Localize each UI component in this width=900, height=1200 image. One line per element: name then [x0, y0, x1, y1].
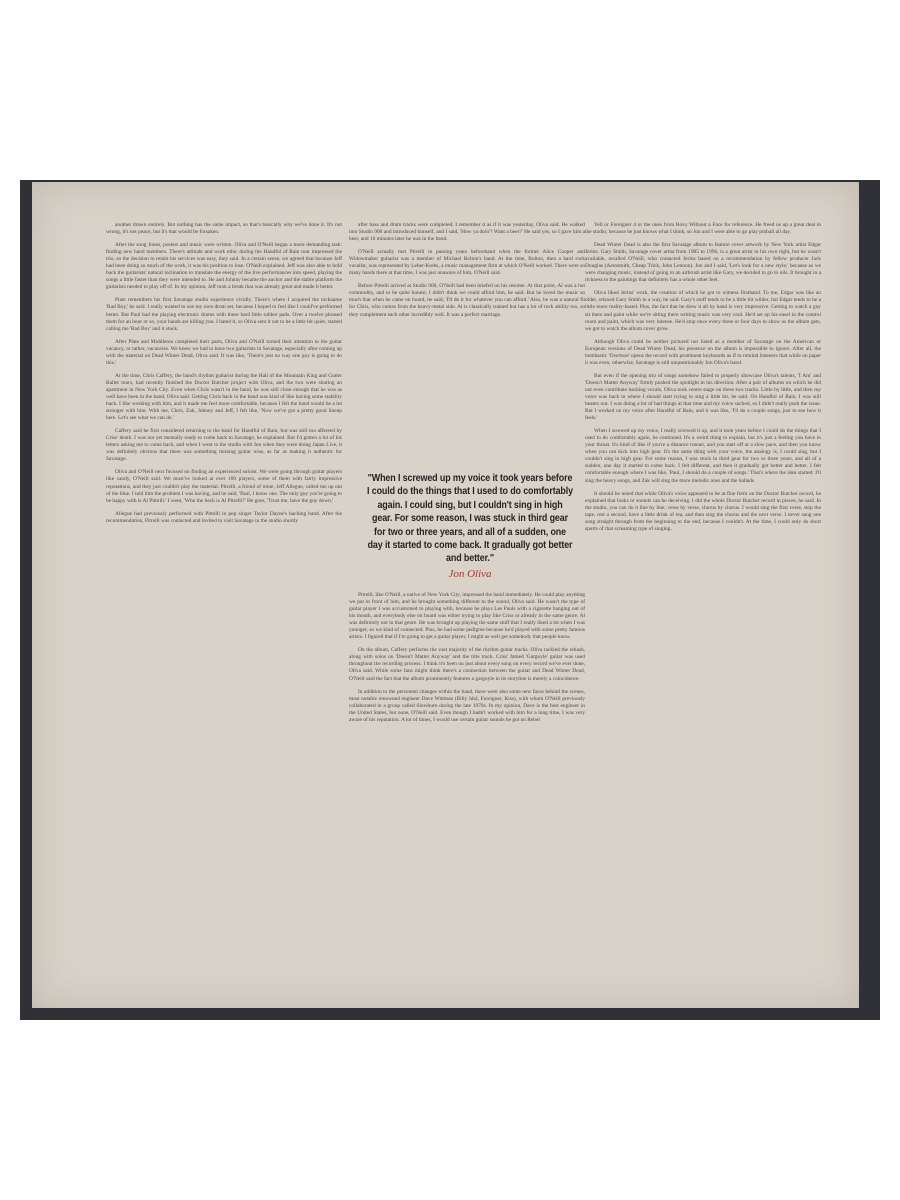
text-column-2-bottom	[349, 592, 585, 730]
paragraph: Allegue had previously performed with Pitrelli in pop singer Taylor Dayne's backing band. After the recommendation, Pitrelli was contacted and invited to visit Savatage in the studio shortly	[106, 510, 342, 524]
text-column-3	[585, 222, 821, 539]
paragraph: O'Neill actually met Pitrelli in passing years beforehand when the former Alice Cooper and Widowmaker guitarist was a member of Michael Bolton's band. At the time, Bolton, then a hard rock vocalist, was represented by Leber-Krebs, a music management firm at which O'Neill worked. There were so many bands there at that time, I was just unaware of him, O'Neill said.	[349, 249, 585, 277]
paragraph: After Plate and Middleton completed their parts, Oliva and O'Neill turned their attention to the guitar vacancy, or rather, vacancies. We knew we had to have two guitarists in Savatage, especially after coming up with the material on Dead Winter Dead, Oliva said. It was like, 'There's just no way one guy is going to do this.'	[106, 338, 342, 366]
paragraph: after bass and drum tracks were completed. I remember it as if it was yesterday, Oliva said. He walked into Studio 900 and introduced himself, and I said, 'How ya doin'? Want a beer?' He said yes, so I gave him a beer, and 10 minutes later he was in the band.	[349, 222, 585, 243]
paragraph: Yell or Foreigner 4 or the ones from Roxy Without a Face for reference. He freed us up a great deal in the studio, because he just knows what I think, so Jon and I were able to go play pinball all day.	[585, 222, 821, 236]
paragraph: Plate remembers his first Savatage studio experience vividly. There's where I acquired the nickname 'Rad Boy,' he said. I really wanted to use my own drum set, because I hoped to feel like I could've performed better. But Paul had me playing electronic drums with these hard little rubber pads. Over a twelve phrased them for an hour or so, your hands are killing you. I hated it, so Oliva sent it out to be a little bit quiet, started calling me 'Rad Boy' and it stuck.	[106, 297, 342, 332]
pull-quote-attribution: Jon Oliva	[448, 567, 492, 580]
liner-notes-page	[32, 182, 859, 1008]
paragraph: Oliva and O'Neill next focused on finding an experienced soloist. We were going through guitar players like candy, O'Neill said. We must've looked at over 100 players, some of them with fairly impressive reputations, and they just couldn't play the material. Pitrelli, a friend of mine, Jeff Allegue, called me up out of the blue. I told him the problem I was having, and he said, 'Paul, I know one. The only guy you're going to be happy with is Al Pitrelli.' I went, 'Who the heck is Al Pitrelli?' He goes, 'Trust me, have the guy down.'	[106, 469, 342, 504]
paragraph: After the song Jones, posters and music were written. Oliva and O'Neill began a more demanding task: finding new band members. There's attitude and work ethic during the Handful of Rain tour impressed the trio, so the decision to retain his services was easy, they said. In a certain sense, we agreed that because Jeff had been doing so much of the work, it was his position to lose. O'Neill explained. Jeff was also able to hold back the guitarists' natural inclination to translate the energy of the live performances into speed, playing the songs a little faster than they were intended to. He and Johnny became the anchor and the stable platform the guitarists needed to play off of. In my opinion, Jeff took a break that was already great and made it better.	[106, 242, 342, 291]
paragraph: In addition to the personnel changes within the band, there were also some new faces behind the scenes, most notable renowned engineer Dave Wittman (Billy Idol, Foreigner, Kiss), with whom O'Neill previously collaborated in a group called Slowburn during the late 1970s. In my opinion, Dave is the best engineer in the United States, but none, O'Neill said. Even though I hadn't worked with him for a long time, I was very aware of his reputation. A lot of times, I would use certain guitar sounds he got on Rebel	[349, 688, 585, 723]
paragraph: But even if the opening trio of songs somehow failed to properly showcase Oliva's talents, 'I Am' and 'Doesn't Matter Anyway' firmly pushed the spotlight in his direction. After a pair of albums on which he did not even contribute backing vocals, Oliva took centre stage on these two tracks. Little by little, and then my voice was back to where I should start trying to sing a little bit, he said. On Handful of Rain, I was still beaten out. I was doing a lot of bad things at that time and my voice sucked, so I didn't really push the issue. But I worked on my voice after Handful of Rain, and it was like, 'I'll do a couple songs, just to see how it feels.'	[585, 372, 821, 422]
pull-quote: "When I screwed up my voice it took years before I could do the things that I used to do comfortably again. I could sing, but I couldn't sing in high gear. For some reason, I was stuck in third gear for two or three years, and all of a sudden, one day it started to come back. It gradually got better and better."	[367, 473, 573, 565]
paragraph: It should be noted that while Oliva's voice appeared to be at fine form on the Doctor Butcher record, he explained that looks or sounds can be deceiving. I did the whole Doctor Butcher record in pieces, he said. In the studio, you can do it line by line, verse by verse, chorus by chorus. I would sing the first verse, stop the tape, rest a second, have a little drink of tea, and then sing the chorus and the next verse. I never sang one song straight through from the beginning to the end, because I couldn't. At the time, I could only do short spurts of that screaming type of singing.	[585, 490, 821, 532]
text-column-1	[106, 222, 342, 531]
paragraph: Pitrelli, like O'Neill, a native of New York City, impressed the band immediately. He could play anything we put in front of him, and he brought something different to the sound, Oliva said. He wasn't the type of guitar player I was accustomed to playing with, because he plays Les Pauls with a cigarette hanging out of his mouth, and everybody else on board was either trying to play like Criss or already in the same genre. Al was definitely not in that genre. He was brought up playing the same stuff that I really liked a lot when I was younger, so we kind of connected. Plus, he had some pedigree because he'd played with some pretty famous artists. I figured that if I'm going to get a guitar player, I might as well get somebody that people know.	[349, 592, 585, 641]
paragraph: another drawn entirely. But nothing has the same impact, so that's basically why we've done it. It's not wrong, it's not peace, but it's that would be forsaken.	[106, 222, 342, 236]
paragraph: Before Pitrelli arrived at Studio 900, O'Neill had been briefed on his resume. At that point, Al was a hot commodity, and to be quite honest, I didn't think we could afford him, he said. But he loved the music so much that when he came on board, he said, 'I'll do it for whatever you can afford.' Also, he was a natural fit for Chris, who comes from the heavy-metal side. Al is classically trained but has a lot of rock ability too, so they complement each other incredibly well. It was a perfect marriage.	[349, 283, 585, 318]
paragraph: Dead Winter Dead is also the first Savatage album to feature cover artwork by New York artist Edgar Jerins. Gary Smith, Savatage cover artist from 1985 to 1996, is a great artist in his own right, but he wasn't available, recalled O'Neill, who contacted Jerins based on a recommendation by fellow producer Jack Douglas (Aerosmith, Cheap Trick, John Lennon). Jon and I said, 'Let's look for a new style,' because as we were changing music, instead of going to an airbrush artist like Gary, we decided to go to oils. It brought in a richness to the paintings that definitely has a whole other feel.	[585, 242, 821, 284]
paragraph: When I screwed up my voice, I really screwed it up, and it took years before I could do the things that I used to do comfortably again, he continued. It's a weird thing to explain, but it's just a feeling you have in your throat. It's kind of like if you're a distance runner, and you start off at a slow pace, and then you know when you can kick into high gear. It's the same thing with your voice, the analogy is, I could sing, but I couldn't sing in high gear. For some reason, I was stuck in third gear for two or three years, and all of a sudden, one day it started to come back. I felt different, and then it gradually got better and better. I felt comfortable enough where I was like, 'Paul, I should do a couple of songs.' That's where the idea started: I'll sing the heavy songs, and Zak will sing the more melodic ones and the ballads.	[585, 428, 821, 484]
paragraph: Although Oliva could be neither pictured nor listed as a member of Savatage on the American or European versions of Dead Winter Dead, his presence on the album is impossible to ignore. After all, the bombastic 'Overture' opens the record with prominent keyboards as if to remind listeners that while on paper it was even, otherwise, Savatage is still unquestionably Jon Oliva's band.	[585, 338, 821, 366]
paragraph: Caffery said he first considered returning to the band for Handful of Rain, but was still too affected by Criss' death. I was not yet mentally ready to come back to Savatage, he explained. But I'd gotten a lot of his letters asking me to come back, and when I went to the studio with Jon when they were doing Japan Live, it was definitely obvious that there was something missing guitar wise, as far as making it authentic for Savatage.	[106, 428, 342, 463]
text-column-2-top	[349, 222, 585, 325]
pull-quote-block	[350, 472, 590, 580]
paragraph: At the time, Chris Caffery, the band's rhythm guitarist during the Hall of the Mountain King and Gutter Ballet tours, had recently finished the Doctor Butcher project with Oliva, and the two were sharing an apartment in New York City. Even when Chris wasn't in the band, he was still close enough that he was as well have been in the band, Oliva said. Getting Chris back in the band was kind of like having some stability back. I like working with him, and it made me feel more comfortable, because I felt the band would be a lot stronger with him. With me, Chris, Zak, Johnny and Jeff, I felt like, 'Now we've got a pretty good lineup here. Let's see what we can do.'	[106, 372, 342, 422]
paragraph: On the album, Caffery performs the vast majority of the rhythm guitar tracks. Oliva tackled the rehash, along with solos on 'Doesn't Matter Anyway' and the title track. Criss' famed 'Gargoyle' guitar was used throughout the recording process. I think it's been on just about every song on every record we've ever done, Oliva said. While some fans might think there's a connection between the guitar and Dead Winter Dead, O'Neill said the fact that the album prominently features a gargoyle in its storyline is merely a coincidence.	[349, 647, 585, 682]
paragraph: Oliva liked Jerins' work, the creation of which he got to witness firsthand. To me, Edgar was like an older, relaxed Gary Smith in a way, he said. Gary's stuff tends to be a little bit wilder, but Edgar tends to be a little more reality-based. Plus, the fact that he drew it all by hand is very impressive. Getting to watch a guy sit there and paint while we're sitting there writing music was very cool. He'd set up his easel in the control room and paint, which was very intense. He'd stop once every three or four days to show us the album gets, we got to watch the album cover grow.	[585, 290, 821, 332]
